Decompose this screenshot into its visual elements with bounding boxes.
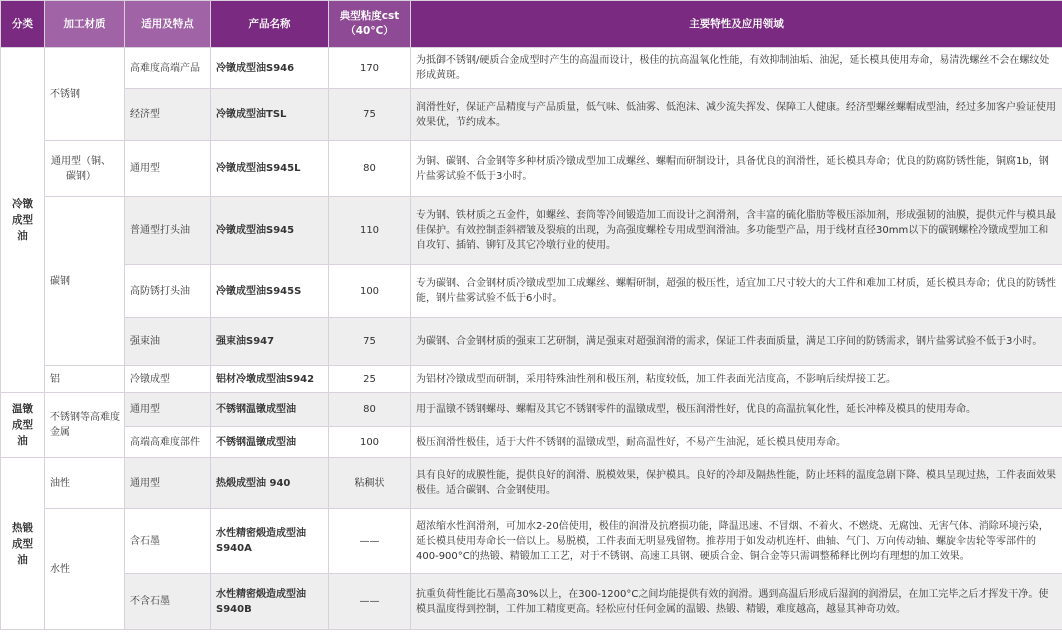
category-hot-label: 热锻成型油 — [12, 521, 33, 566]
features-cell: 极压润滑性极佳，适于大件不锈钢的温镦成型，耐高温性好，不易产生油泥，延长模具使用寿命。 — [411, 427, 1062, 458]
features-cell: 专为碳钢、合金钢材质冷镦成型加工成螺丝、螺帽研制，超强的极压性，适宜加工尺寸较大的大工件和难加工材质，延长模具寿命；优良的防锈性能，钢片盐雾试验不低于6小时。 — [411, 265, 1062, 318]
material-aluminum: 铝 — [45, 366, 125, 393]
features-cell: 为铝材冷镦成型而研制，采用特殊油性剂和极压剂，粘度较低，加工件表面光洁度高，不影响后续焊接工艺。 — [411, 366, 1062, 393]
header-viscosity-line2: （40°C） — [345, 25, 394, 37]
viscosity-cell: 75 — [329, 318, 411, 366]
features-cell: 专为钢、铁材质之五金件，如螺丝、套筒等冷间锻造加工而设计之润滑剂，含丰富的硫化脂肪等极压添加剂，形成强韧的油膜，提供元件与模具最佳保护。有效控制歪斜褶皱及裂痕的出现，为高强度螺栓专用成型润滑油。多功能型产品，用于线材直径30mm以下的碳钢螺栓冷镦成型加工和自攻钉、插销、铆钉及其它冷墩行业的使用。 — [411, 197, 1062, 265]
table-row — [1, 393, 1062, 427]
product-cell: 冷镦成型油S945L — [211, 141, 329, 197]
table-row — [1, 458, 1062, 509]
material-stainless-hard-label: 不锈钢等高难度金属 — [50, 412, 120, 438]
applicable-cell: 高难度高端产品 — [125, 48, 211, 89]
table-row — [1, 509, 1062, 574]
product-cell: 水性精密煅造成型油S940A — [211, 509, 329, 574]
product-cell: 冷镦成型油TSL — [211, 89, 329, 141]
viscosity-cell: —— — [329, 574, 411, 630]
applicable-cell: 经济型 — [125, 89, 211, 141]
features-cell: 超浓缩水性润滑剂，可加水2-20倍使用，极佳的润滑及抗磨损功能，降温迅速、不冒烟、不着火、不燃烧、无腐蚀、无害气体、消除环境污染，延长模具使用寿命长一倍以上。易脱模，工件表面无明显残留物。推荐用于如发动机连杆、曲轴、气门、万向传动轴、螺旋伞齿轮等零部件的400-900°C的热锻、精锻加工工艺，对于不锈钢、高速工具钢、硬质合金、铜合金等只需调整稀释比例均有理想的加工效果。 — [411, 509, 1062, 574]
table-row — [1, 265, 1062, 318]
category-warm — [1, 393, 45, 458]
category-cold-label: 冷镦成型油 — [12, 198, 33, 242]
features-cell: 用于温镦不锈钢螺母、螺帽及其它不锈钢零件的温镦成型，极压润滑性好，优良的高温抗氧化性，延长冲棒及模具的使用寿命。 — [411, 393, 1062, 427]
features-cell: 为碳钢、合金钢材质的强束工艺研制，满足强束对超强润滑的需求，保证工件表面质量，满足工序间的防锈需求，钢片盐雾试验不低于3小时。 — [411, 318, 1062, 366]
applicable-cell: 通用型 — [125, 393, 211, 427]
product-cell: 不锈钢温镦成型油 — [211, 393, 329, 427]
header-row — [1, 1, 1062, 48]
material-carbon: 碳钢 — [45, 197, 125, 366]
category-cold — [1, 48, 45, 393]
table-row — [1, 197, 1062, 265]
product-cell: 冷镦成型油S945 — [211, 197, 329, 265]
viscosity-cell: 80 — [329, 393, 411, 427]
applicable-cell: 不含石墨 — [125, 574, 211, 630]
applicable-cell: 含石墨 — [125, 509, 211, 574]
header-category: 分类 — [1, 1, 45, 48]
viscosity-cell: 75 — [329, 89, 411, 141]
category-hot — [1, 458, 45, 630]
header-material: 加工材质 — [45, 1, 125, 48]
header-features: 主要特性及应用领域 — [411, 1, 1062, 48]
applicable-cell: 高端高难度部件 — [125, 427, 211, 458]
viscosity-cell: 25 — [329, 366, 411, 393]
material-oily: 油性 — [45, 458, 125, 509]
applicable-cell: 高防锈打头油 — [125, 265, 211, 318]
table-row — [1, 48, 1062, 89]
viscosity-cell: —— — [329, 509, 411, 574]
features-cell: 为抵御不锈钢/硬质合金成型时产生的高温而设计，极佳的抗高温氧化性能，有效抑制油垢、油泥，延长模具使用寿命，易清洗螺丝不会在螺纹处形成黄斑。 — [411, 48, 1062, 89]
header-applicable: 适用及特点 — [125, 1, 211, 48]
material-water: 水性 — [45, 509, 125, 630]
material-stainless-hard — [45, 393, 125, 458]
features-cell: 为铜、碳钢、合金钢等多种材质冷镦成型加工成螺丝、螺帽而研制设计，具备优良的润滑性，延长模具寿命；优良的防腐防锈性能，铜腐1b，钢片盐雾试验不低于3小时。 — [411, 141, 1062, 197]
applicable-cell: 普通型打头油 — [125, 197, 211, 265]
product-cell: 水性精密煅造成型油S940B — [211, 574, 329, 630]
header-viscosity-line1: 典型粘度cst — [339, 10, 400, 22]
table-row — [1, 89, 1062, 141]
product-cell: 冷镦成型油S945S — [211, 265, 329, 318]
table-row — [1, 427, 1062, 458]
material-general-label: 通用型（铜、碳钢） — [51, 155, 111, 182]
material-general — [45, 141, 125, 197]
applicable-cell: 通用型 — [125, 458, 211, 509]
table-row — [1, 318, 1062, 366]
header-product: 产品名称 — [211, 1, 329, 48]
applicable-cell: 通用型 — [125, 141, 211, 197]
viscosity-cell: 100 — [329, 265, 411, 318]
product-cell: 强束油S947 — [211, 318, 329, 366]
viscosity-cell: 110 — [329, 197, 411, 265]
product-cell: 冷镦成型油S946 — [211, 48, 329, 89]
features-cell: 具有良好的成膜性能，提供良好的润滑、脱模效果，保护模具。良好的冷却及隔热性能，防止坯料的温度急剧下降、模具呈现过热，工件表面效果极佳。适合碳钢、合金钢使用。 — [411, 458, 1062, 509]
table-row — [1, 141, 1062, 197]
table-row — [1, 366, 1062, 393]
header-viscosity — [329, 1, 411, 48]
material-stainless: 不锈钢 — [45, 48, 125, 141]
applicable-cell: 强束油 — [125, 318, 211, 366]
viscosity-cell: 100 — [329, 427, 411, 458]
product-cell: 不锈钢温镦成型油 — [211, 427, 329, 458]
product-cell: 铝材冷墩成型油S942 — [211, 366, 329, 393]
category-warm-label: 温镦成型油 — [12, 403, 33, 447]
features-cell: 润滑性好，保证产品精度与产品质量，低气味、低油雾、低泡沫、减少流失挥发、保障工人健康。经济型螺丝螺帽成型油，经过多加客户验证使用效果优，节约成本。 — [411, 89, 1062, 141]
applicable-cell: 冷镦成型 — [125, 366, 211, 393]
features-cell: 抗重负荷性能比石墨高30%以上，在300-1200°C之间均能提供有效的润滑。遇到高温后形成后湿润的润滑层，在加工完毕之后才挥发干净。使模具温度得到控制，工件加工精度更高。轻松应付任何金属的温锻、热锻、精锻，难度越高，越显其神奇功效。 — [411, 574, 1062, 630]
viscosity-cell: 80 — [329, 141, 411, 197]
product-cell: 热煅成型油 940 — [211, 458, 329, 509]
viscosity-cell: 粘稠状 — [329, 458, 411, 509]
table-row — [1, 574, 1062, 630]
viscosity-cell: 170 — [329, 48, 411, 89]
